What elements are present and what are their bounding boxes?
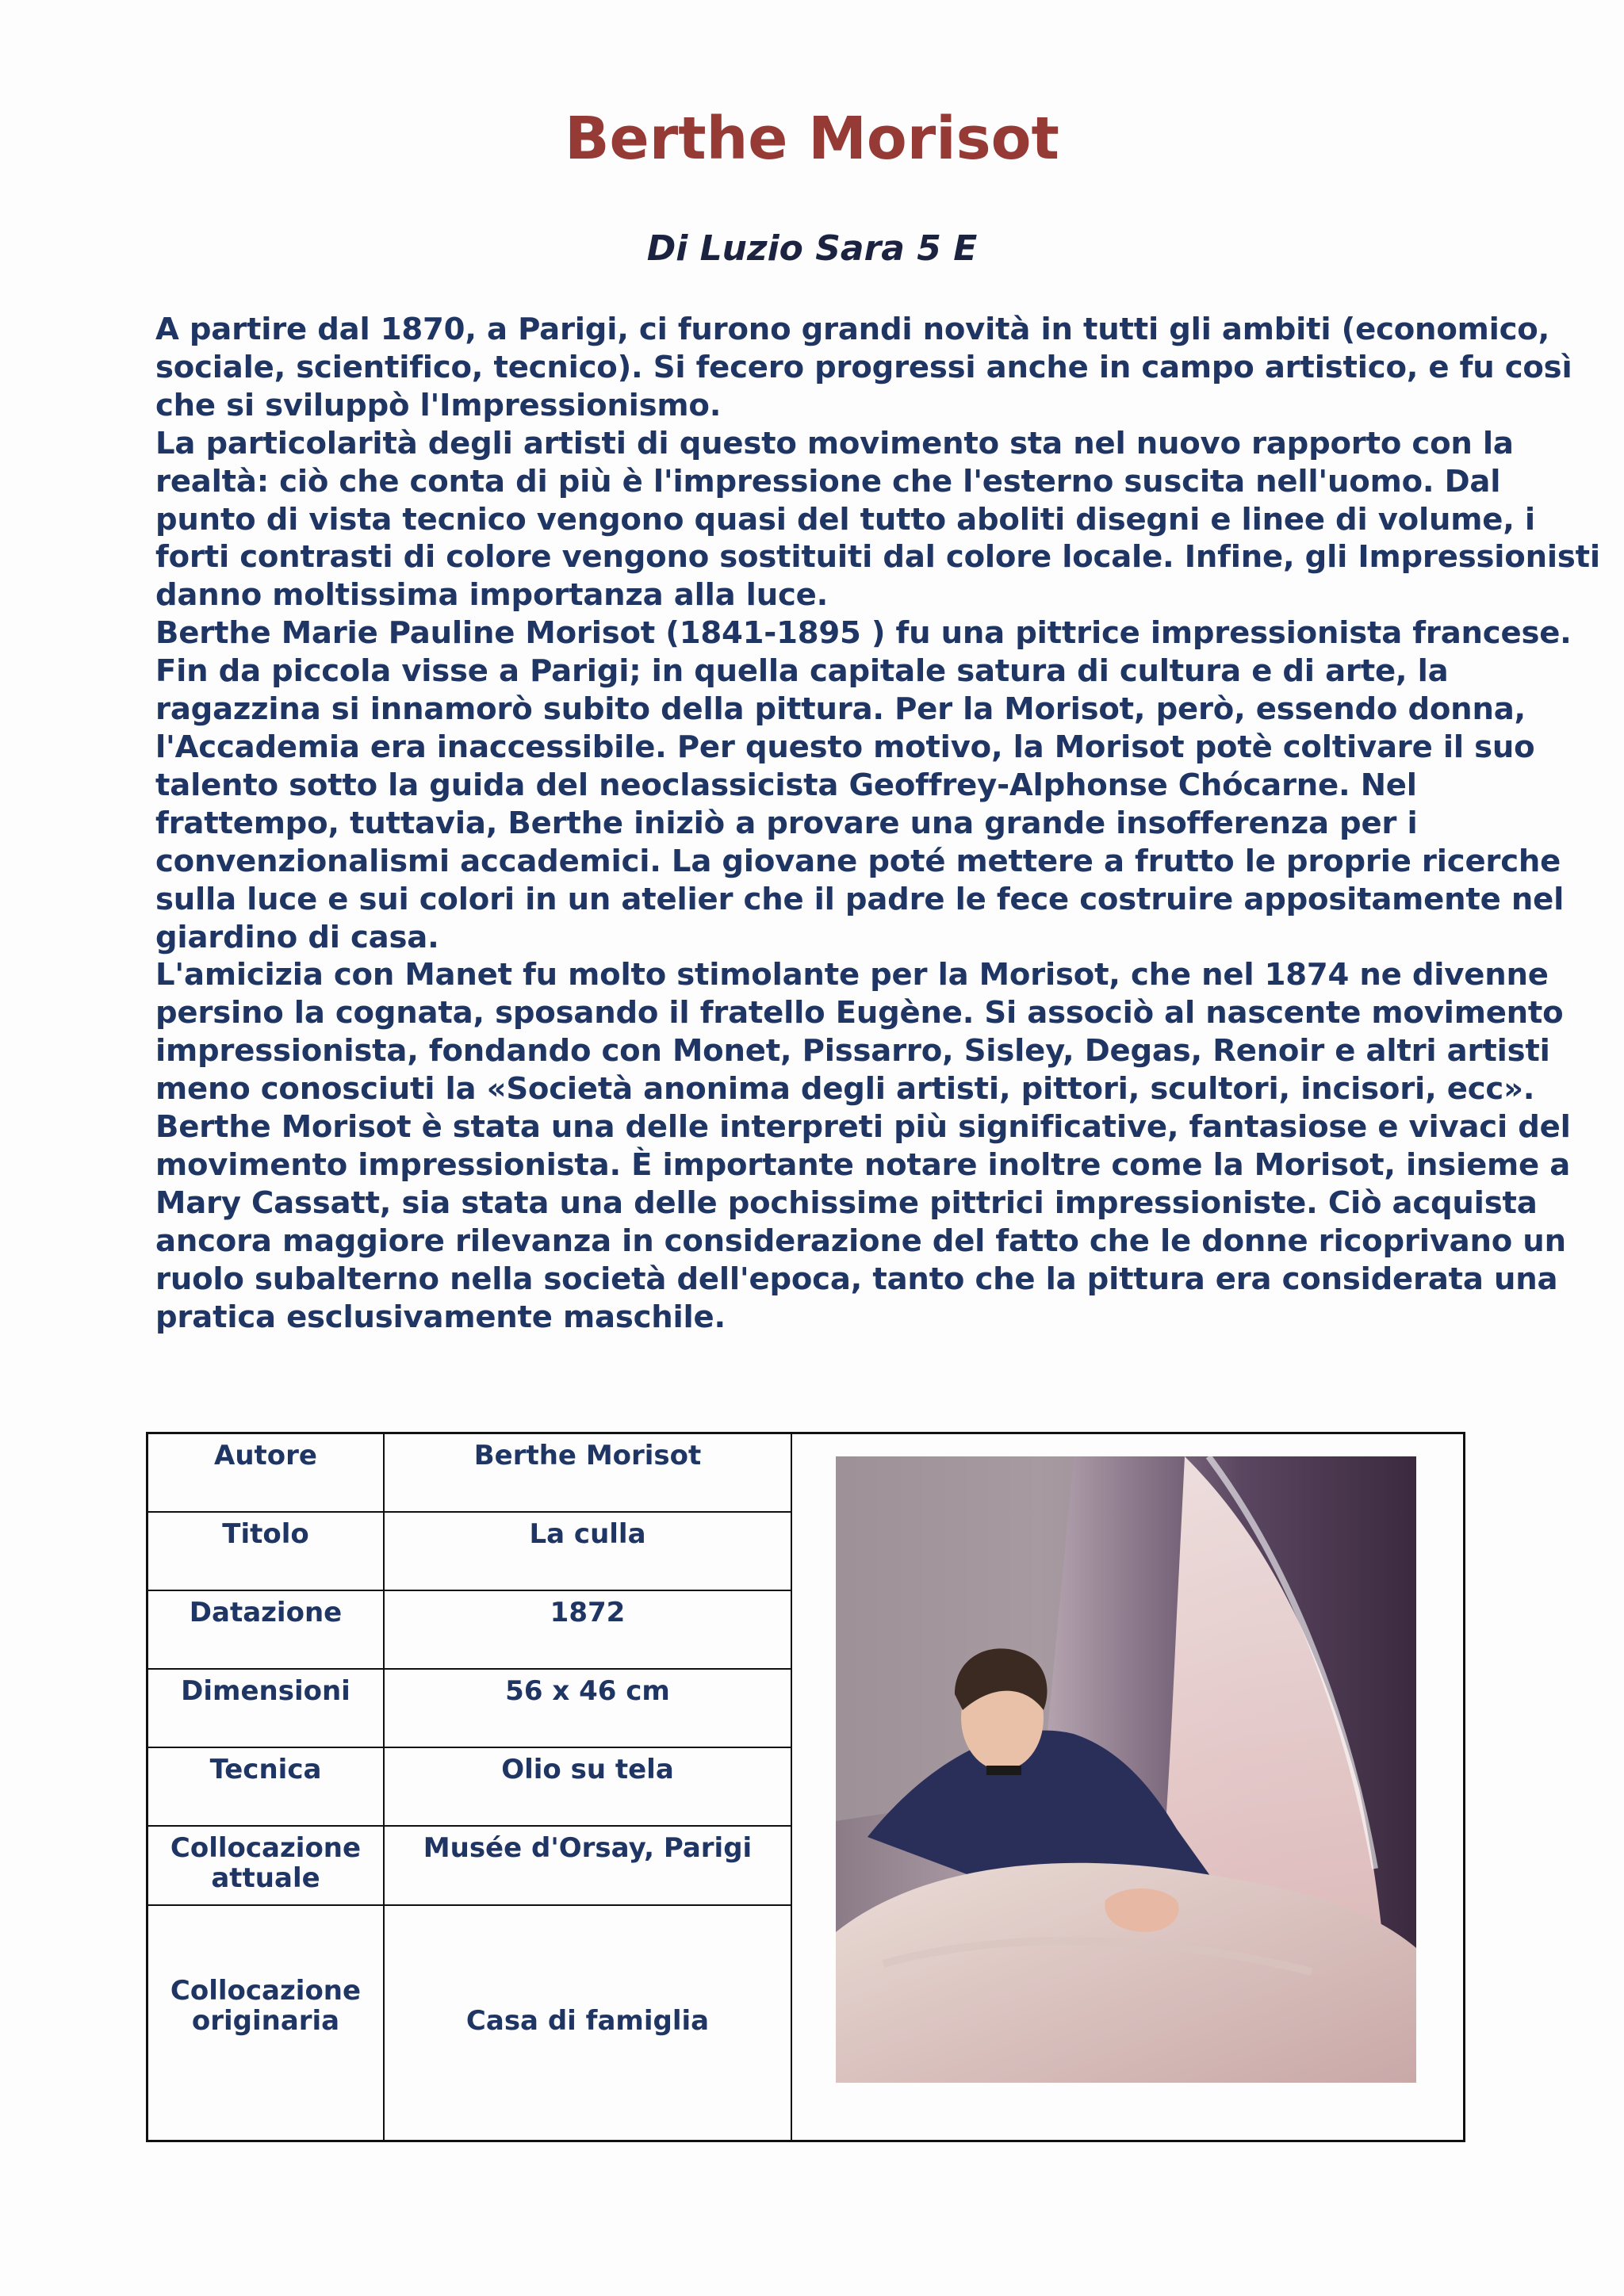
body-line: l'Accademia era inaccessibile. Per questo motivo, la Morisot potè coltivare il suo bbox=[155, 729, 1535, 765]
body-line: frattempo, tuttavia, Berthe iniziò a provare una grande insofferenza per i bbox=[155, 805, 1418, 841]
row-value: 1872 bbox=[383, 1591, 791, 1668]
painting-image bbox=[836, 1456, 1416, 2083]
table-row bbox=[148, 1827, 791, 1906]
body-line: ancora maggiore rilevanza in considerazione del fatto che le donne ricoprivano un bbox=[155, 1223, 1566, 1259]
body-line: La particolarità degli artisti di questo movimento sta nel nuovo rapporto con la bbox=[155, 425, 1514, 461]
row-label: Datazione bbox=[189, 1597, 343, 1628]
body-line: ruolo subalterno nella società dell'epoca, tanto che la pittura era considerata una bbox=[155, 1261, 1558, 1297]
body-line: ragazzina si innamorò subito della pittura. Per la Morisot, però, essendo donna, bbox=[155, 691, 1526, 728]
row-label: Dimensioni bbox=[181, 1675, 350, 1707]
body-line: sulla luce e sui colori in un atelier che il padre le fece costruire appositamente nel bbox=[155, 881, 1565, 917]
body-line: A partire dal 1870, a Parigi, ci furono grandi novità in tutti gli ambiti (economico, bbox=[155, 312, 1550, 347]
body-line: forti contrasti di colore vengono sostituiti dal colore locale. Infine, gli Impressionisti bbox=[155, 539, 1600, 576]
table-row bbox=[148, 1748, 791, 1827]
painting-illustration bbox=[836, 1456, 1416, 2083]
artwork-info-table bbox=[146, 1432, 1465, 2142]
table-divider bbox=[791, 1434, 792, 2140]
table-row bbox=[148, 1513, 791, 1591]
body-line: realtà: ciò che conta di più è l'impressione che l'esterno suscita nell'uomo. Dal bbox=[155, 463, 1501, 499]
row-label: Tecnica bbox=[209, 1754, 322, 1785]
body-line: danno moltissima importanza alla luce. bbox=[155, 577, 829, 614]
table-row bbox=[148, 1434, 791, 1513]
body-line: persino la cognata, sposando il fratello Eugène. Si associò al nascente movimento bbox=[155, 995, 1564, 1031]
body-line: impressionista, fondando con Monet, Pissarro, Sisley, Degas, Renoir e altri artisti bbox=[155, 1033, 1550, 1070]
body-line: meno conosciuti la «Società anonima degli artisti, pittori, scultori, incisori, ecc». bbox=[155, 1071, 1535, 1108]
body-line: punto di vista tecnico vengono quasi del tutto aboliti disegni e linee di volume, i bbox=[155, 501, 1535, 538]
body-line: Fin da piccola visse a Parigi; in quella capitale satura di cultura e di arte, la bbox=[155, 653, 1449, 690]
body-text bbox=[155, 311, 1600, 1336]
page-title: Berthe Morisot bbox=[565, 105, 1059, 173]
body-line: movimento impressionista. È importante notare inoltre come la Morisot, insieme a bbox=[155, 1146, 1571, 1183]
body-line: Mary Cassatt, sia stata una delle pochissime pittrici impressioniste. Ciò acquista bbox=[155, 1184, 1538, 1221]
row-label: Collocazione originaria bbox=[170, 1975, 362, 2037]
author-subtitle: Di Luzio Sara 5 E bbox=[646, 228, 978, 269]
row-label: Autore bbox=[214, 1440, 317, 1471]
body-line: Berthe Morisot è stata una delle interpreti più significative, fantasiose e vivaci del bbox=[155, 1109, 1571, 1146]
table-row bbox=[148, 1906, 791, 2142]
row-value: Berthe Morisot bbox=[383, 1434, 791, 1511]
body-line: giardino di casa. bbox=[155, 919, 439, 955]
row-label: Collocazione attuale bbox=[170, 1832, 362, 1894]
body-line: convenzionalismi accademici. La giovane poté mettere a frutto le proprie ricerche bbox=[155, 843, 1561, 879]
table-row bbox=[148, 1670, 791, 1748]
row-value: Casa di famiglia bbox=[383, 1906, 791, 2142]
body-line: L'amicizia con Manet fu molto stimolante per la Morisot, che nel 1874 ne divenne bbox=[155, 957, 1549, 993]
body-line: Berthe Marie Pauline Morisot (1841-1895 ) fu una pittrice impressionista francese. bbox=[155, 615, 1572, 652]
body-line: che si sviluppò l'Impressionismo. bbox=[155, 387, 722, 423]
body-line: sociale, scientifico, tecnico). Si fecero progressi anche in campo artistico, e fu così bbox=[155, 349, 1572, 385]
table-row bbox=[148, 1591, 791, 1670]
body-line: pratica esclusivamente maschile. bbox=[155, 1299, 726, 1335]
row-value: Musée d'Orsay, Parigi bbox=[383, 1827, 791, 1904]
row-value: Olio su tela bbox=[383, 1748, 791, 1825]
row-value: La culla bbox=[383, 1513, 791, 1590]
body-line: talento sotto la guida del neoclassicista Geoffrey-Alphonse Chócarne. Nel bbox=[155, 767, 1417, 803]
row-label: Titolo bbox=[222, 1518, 309, 1550]
row-value: 56 x 46 cm bbox=[383, 1670, 791, 1747]
